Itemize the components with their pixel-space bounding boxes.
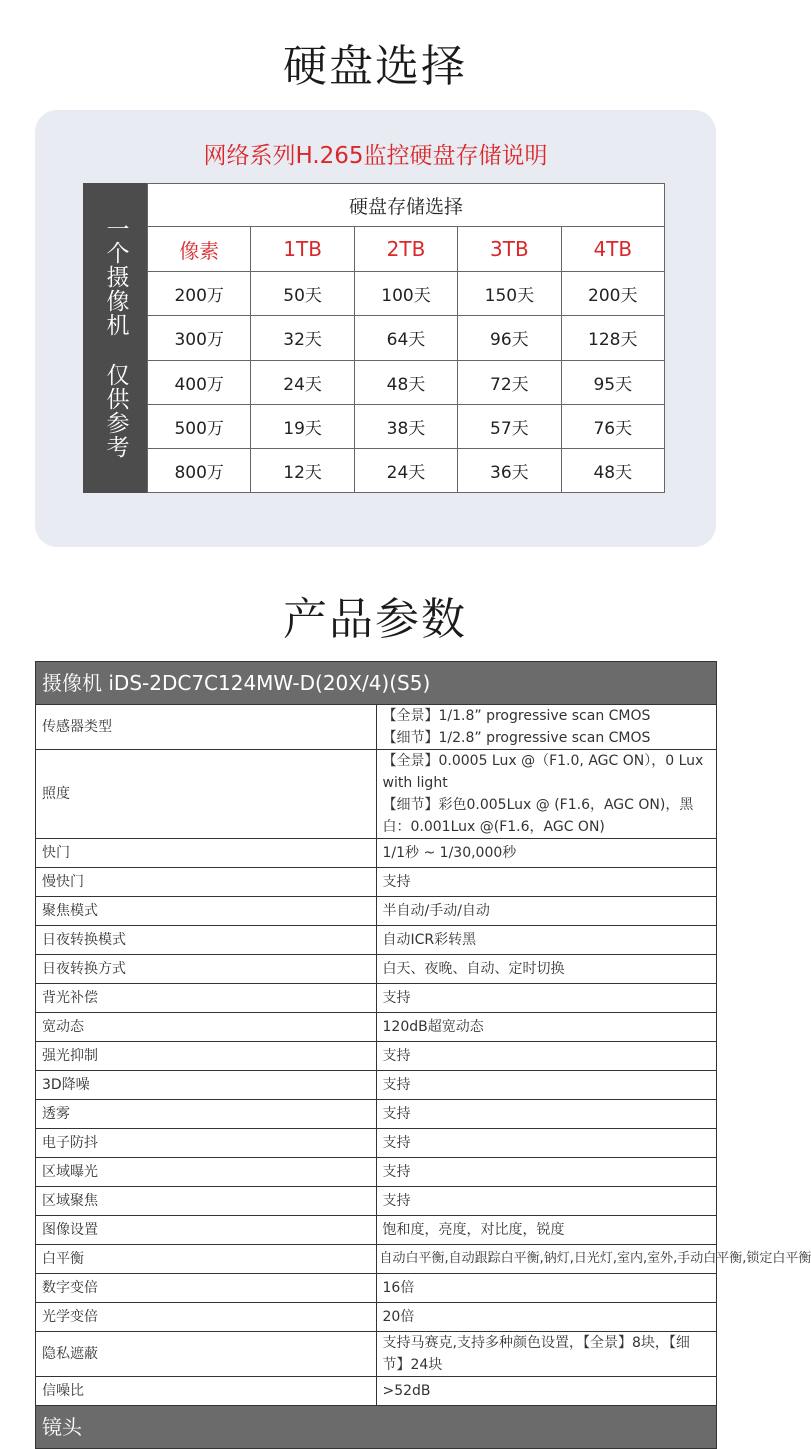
table-cell: 38天 <box>354 404 457 448</box>
lens-section-band <box>36 1406 717 1449</box>
param-value: 支持 <box>376 1042 717 1071</box>
table-cell: 95天 <box>561 360 664 404</box>
param-label: 区域曝光 <box>36 1158 377 1187</box>
param-label: 背光补偿 <box>36 984 377 1013</box>
param-row <box>36 1013 717 1042</box>
param-value: 白天、夜晚、自动、定时切换 <box>376 955 717 984</box>
side-label-bottom: 仅供参考 <box>102 363 129 459</box>
param-label: 快门 <box>36 839 377 868</box>
param-value: 半自动/手动/自动 <box>376 897 717 926</box>
param-label: 信噪比 <box>36 1377 377 1406</box>
table-cell: 500万 <box>148 404 251 448</box>
param-row <box>36 1216 717 1245</box>
table-cell: 128天 <box>561 316 664 360</box>
param-label: 图像设置 <box>36 1216 377 1245</box>
param-label: 照度 <box>36 750 377 839</box>
table-cell: 19天 <box>251 404 354 448</box>
param-value: 支持 <box>376 1071 717 1100</box>
param-row <box>36 984 717 1013</box>
param-label: 隐私遮蔽 <box>36 1332 377 1377</box>
param-value: 支持 <box>376 1158 717 1187</box>
param-row <box>36 926 717 955</box>
table-row <box>148 360 665 404</box>
storage-table-header <box>148 227 665 272</box>
column-header: 像素 <box>148 227 251 272</box>
param-value-line: 【细节】彩色0.005Lux @ (F1.6，AGC ON)，黑白：0.001Lux @(F1.6，AGC ON) <box>382 797 694 835</box>
param-label: 日夜转换模式 <box>36 926 377 955</box>
column-header: 4TB <box>561 227 664 272</box>
param-label: 光学变倍 <box>36 1303 377 1332</box>
param-row <box>36 750 717 839</box>
table-row <box>148 404 665 448</box>
param-label: 慢快门 <box>36 868 377 897</box>
param-value: 120dB超宽动态 <box>376 1013 717 1042</box>
param-value: 支持 <box>376 868 717 897</box>
param-row <box>36 1129 717 1158</box>
param-value-line: 【全景】1/1.8” progressive scan CMOS <box>382 708 651 724</box>
column-header: 3TB <box>458 227 561 272</box>
param-row <box>36 705 717 750</box>
table-cell: 300万 <box>148 316 251 360</box>
table-cell: 76天 <box>561 404 664 448</box>
side-label-bar <box>83 183 147 493</box>
param-label: 白平衡 <box>36 1245 377 1274</box>
param-row <box>36 1332 717 1377</box>
param-row <box>36 1187 717 1216</box>
param-value: 支持 <box>376 1100 717 1129</box>
param-value: 20倍 <box>376 1303 717 1332</box>
param-label: 宽动态 <box>36 1013 377 1042</box>
table-cell: 96天 <box>458 316 561 360</box>
param-label: 透雾 <box>36 1100 377 1129</box>
param-label: 3D降噪 <box>36 1071 377 1100</box>
param-value-line: 【全景】0.0005 Lux @（F1.0, AGC ON），0 Lux with light <box>382 753 704 791</box>
table-cell: 400万 <box>148 360 251 404</box>
param-value: 自动白平衡,自动跟踪白平衡,钠灯,日光灯,室内,室外,手动白平衡,锁定白平衡 <box>376 1245 717 1274</box>
table-cell: 50天 <box>251 272 354 316</box>
params-table <box>35 661 811 1449</box>
table-cell: 800万 <box>148 448 251 492</box>
param-value: 1/1秒 ~ 1/30,000秒 <box>376 839 717 868</box>
table-row <box>148 272 665 316</box>
table-cell: 32天 <box>251 316 354 360</box>
params-section-title: 产品参数 <box>283 594 467 645</box>
param-row <box>36 1303 717 1332</box>
table-cell: 36天 <box>458 448 561 492</box>
param-row <box>36 1071 717 1100</box>
table-cell: 48天 <box>354 360 457 404</box>
param-row <box>36 1042 717 1071</box>
param-row <box>36 1377 717 1406</box>
param-label: 传感器类型 <box>36 705 377 750</box>
param-label: 数字变倍 <box>36 1274 377 1303</box>
param-row <box>36 955 717 984</box>
param-label: 强光抑制 <box>36 1042 377 1071</box>
storage-section-title: 硬盘选择 <box>283 41 467 92</box>
table-cell: 48天 <box>561 448 664 492</box>
param-row <box>36 1100 717 1129</box>
table-cell: 12天 <box>251 448 354 492</box>
column-header: 2TB <box>354 227 457 272</box>
param-label: 日夜转换方式 <box>36 955 377 984</box>
param-row <box>36 839 717 868</box>
param-value: 16倍 <box>376 1274 717 1303</box>
lens-section-header: 镜头 <box>36 1406 717 1449</box>
storage-table-title: 硬盘存储选择 <box>148 184 665 227</box>
camera-model-header: 摄像机 iDS-2DC7C124MW-D(20X/4)(S5) <box>36 662 717 705</box>
param-value-line: 【细节】1/2.8” progressive scan CMOS <box>382 730 651 746</box>
param-row <box>36 1274 717 1303</box>
param-value: 支持 <box>376 984 717 1013</box>
table-cell: 200天 <box>561 272 664 316</box>
table-cell: 24天 <box>251 360 354 404</box>
param-value: 饱和度，亮度，对比度，锐度 <box>376 1216 717 1245</box>
table-row <box>148 316 665 360</box>
param-row <box>36 868 717 897</box>
param-label: 电子防抖 <box>36 1129 377 1158</box>
param-value: 支持 <box>376 1129 717 1158</box>
param-label: 区域聚焦 <box>36 1187 377 1216</box>
storage-heading: 网络系列H.265监控硬盘存储说明 <box>203 143 548 169</box>
param-row <box>36 1158 717 1187</box>
table-row <box>148 448 665 492</box>
table-cell: 150天 <box>458 272 561 316</box>
param-value: >52dB <box>376 1377 717 1406</box>
param-row <box>36 897 717 926</box>
table-cell: 200万 <box>148 272 251 316</box>
param-row <box>36 1245 717 1274</box>
param-value: 支持 <box>376 1187 717 1216</box>
param-value <box>376 705 717 750</box>
params-header-band <box>36 662 717 705</box>
param-label: 聚焦模式 <box>36 897 377 926</box>
table-cell: 100天 <box>354 272 457 316</box>
table-cell: 64天 <box>354 316 457 360</box>
table-cell: 57天 <box>458 404 561 448</box>
param-value <box>376 750 717 839</box>
column-header: 1TB <box>251 227 354 272</box>
param-value: 支持马赛克,支持多种颜色设置，【全景】8块，【细节】24块 <box>376 1332 717 1377</box>
param-value: 自动ICR彩转黑 <box>376 926 717 955</box>
side-label-top: 一个摄像机 <box>102 217 129 337</box>
table-cell: 72天 <box>458 360 561 404</box>
storage-table <box>147 183 665 493</box>
storage-card <box>35 110 716 547</box>
table-cell: 24天 <box>354 448 457 492</box>
